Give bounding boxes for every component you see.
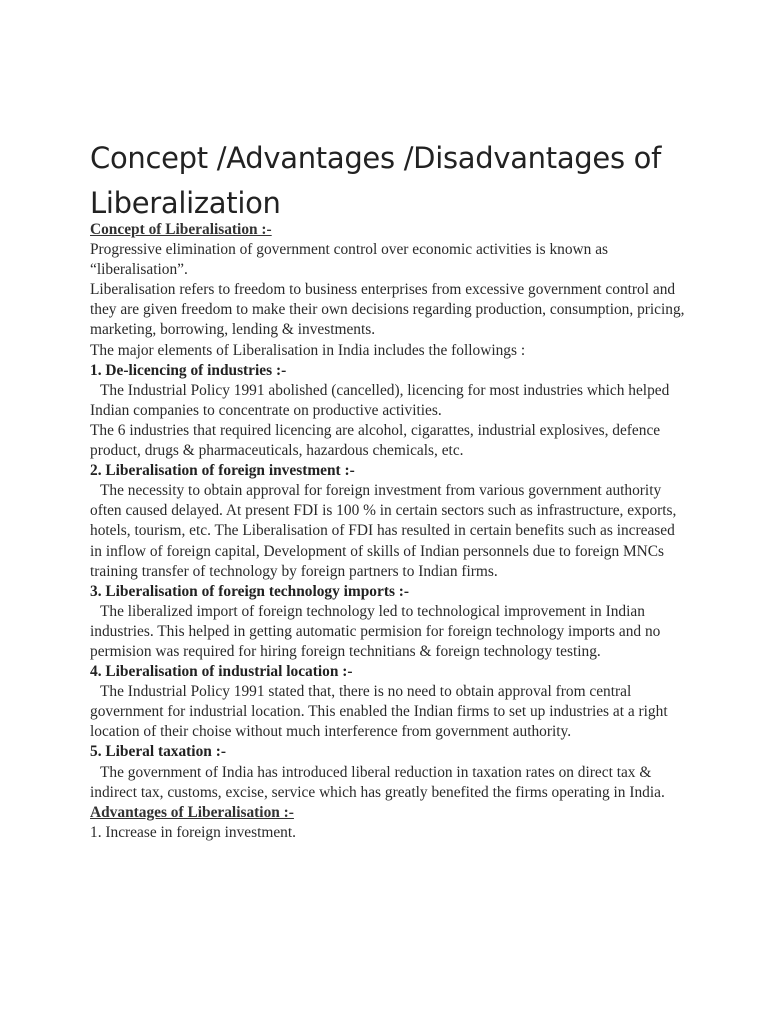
element-heading-1: 1. De-licencing of industries :- — [90, 361, 287, 379]
concept-paragraph-3: The major elements of Liberalisation in India includes the followings : — [90, 341, 526, 359]
document-body — [90, 220, 690, 843]
element-1-paragraph-1: The Industrial Policy 1991 abolished (cancelled), licencing for most industries which helped Indian companies to concentrate on productive activities. — [90, 381, 670, 419]
concept-paragraph-1: Progressive elimination of government control over economic activities is known as “liberalisation”. — [90, 241, 609, 279]
element-heading-4: 4. Liberalisation of industrial location :- — [90, 663, 353, 681]
element-2-paragraph-1: The necessity to obtain approval for foreign investment from various government authority often caused delayed. At present FDI is 100 % in certain sectors such as infrastructure, exports, hotels, tourism, etc. The Liberalisation of FDI has resulted in certain benefits such as increased in inflow of foreign capital, Development of skills of Indian personnels due to foreign MNCs training transfer of technology by foreign partners to Indian firms. — [90, 482, 677, 580]
element-3-paragraph-1: The liberalized import of foreign technology led to technological improvement in Indian industries. This helped in getting automatic permision for foreign technology imports and no permision was required for hiring foreign technitians & foreign technology testing. — [90, 602, 661, 660]
element-5-paragraph-1: The government of India has introduced liberal reduction in taxation rates on direct tax & indirect tax, customs, excise, service which has greatly benefited the firms operating in India. — [90, 763, 665, 801]
element-heading-5: 5. Liberal taxation :- — [90, 743, 226, 761]
element-heading-2: 2. Liberalisation of foreign investment :- — [90, 462, 355, 480]
advantages-item-1: 1. Increase in foreign investment. — [90, 823, 296, 841]
advantages-heading: Advantages of Liberalisation :- — [90, 803, 294, 821]
concept-heading: Concept of Liberalisation :- — [90, 221, 272, 238]
page-title: Concept /Advantages /Disadvantages of Liberalization — [90, 141, 662, 220]
element-heading-3: 3. Liberalisation of foreign technology imports :- — [90, 582, 410, 600]
concept-paragraph-2: Liberalisation refers to freedom to business enterprises from excessive government control and they are given freedom to make their own decisions regarding production, consumption, pricing, marketing, borrowing, lending & investments. — [90, 281, 685, 339]
element-4-paragraph-1: The Industrial Policy 1991 stated that, there is no need to obtain approval from central government for industrial location. This enabled the Indian firms to set up industries at a right location of their choise without much interference from government authority. — [90, 683, 668, 741]
element-1-paragraph-2: The 6 industries that required licencing are alcohol, cigarattes, industrial explosives, defence product, drugs & pharmaceuticals, hazardous chemicals, etc. — [90, 421, 661, 460]
